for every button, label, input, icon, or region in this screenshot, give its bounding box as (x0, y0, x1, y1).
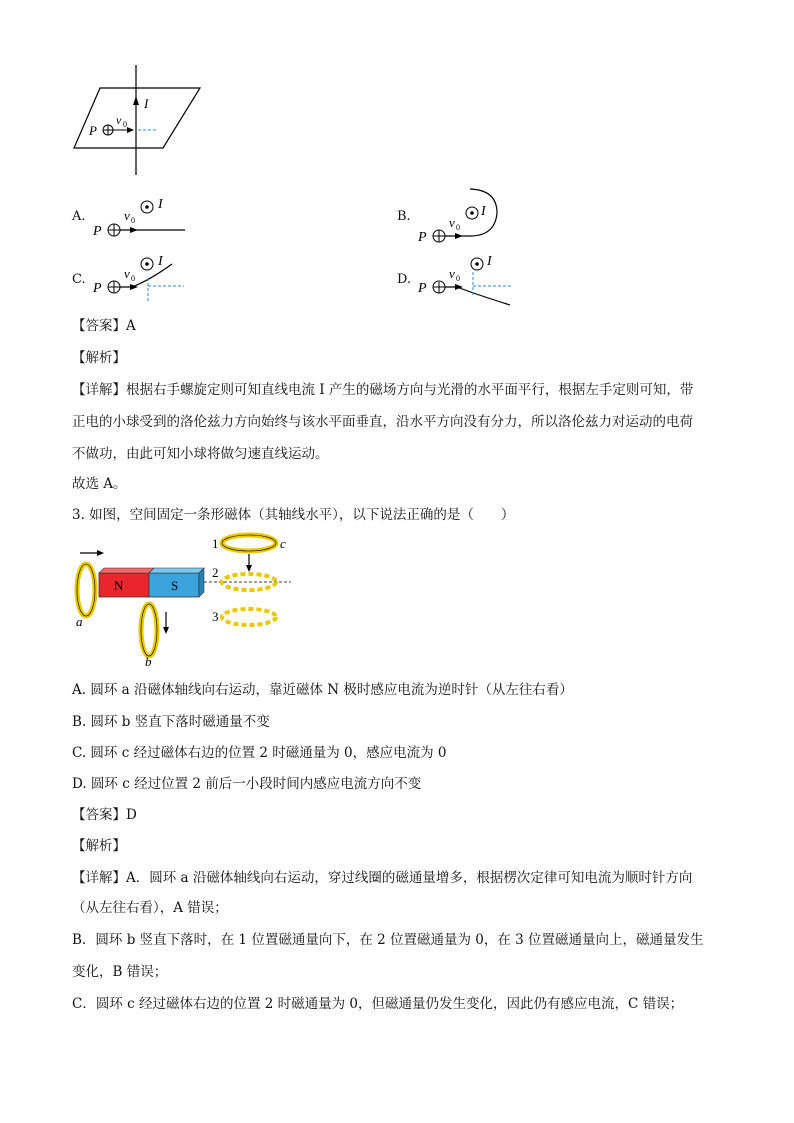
svg-text:P: P (418, 281, 427, 296)
q2-answer: 【答案】A (72, 318, 136, 334)
option-b-letter: B. (397, 209, 411, 224)
svg-text:v: v (449, 215, 455, 230)
svg-text:a: a (76, 614, 83, 629)
q3-option-d: D. 圆环 c 经过位置 2 前后一小段时间内感应电流方向不变 (72, 776, 422, 792)
svg-text:v: v (449, 266, 455, 281)
svg-text:P: P (93, 281, 102, 296)
svg-text:I: I (487, 254, 492, 269)
option-a-letter: A. (72, 209, 86, 224)
current-label: I (144, 96, 149, 111)
figure-plane-wire (60, 60, 220, 180)
option-b-figure (415, 185, 525, 245)
velocity-sub: 0 (123, 120, 127, 129)
svg-text:c: c (280, 536, 286, 551)
option-d-figure (415, 250, 525, 310)
q3-option-c: C. 圆环 c 经过磁体右边的位置 2 时磁通量为 0，感应电流为 0 (72, 745, 447, 761)
svg-text:v: v (124, 266, 130, 281)
svg-text:0: 0 (131, 274, 135, 283)
q2-detail-line-1: 【详解】根据右手螺旋定则可知直线电流 I 产生的磁场方向与光滑的水平面平行，根据左手定则可知，带 (72, 382, 694, 398)
q3-detail-line-2: （从左往右看），A 错误； (72, 900, 228, 916)
svg-text:S: S (171, 578, 179, 593)
charge-label: P (89, 123, 97, 138)
velocity-label: v (116, 113, 122, 127)
q2-detail-line-2: 正电的小球受到的洛伦兹力方向始终与该水平面垂直，沿水平方向没有分力，所以洛伦兹力对运动的电荷 (72, 414, 693, 430)
q2-choose: 故选 A。 (72, 476, 127, 492)
q3-detail-line-5: C．圆环 c 经过磁体右边的位置 2 时磁通量为 0，但磁通量仍发生变化，因此仍有感应电流，C 错误； (72, 996, 684, 1012)
q3-stem: 3. 如图，空间固定一条形磁体（其轴线水平），以下说法正确的是（ ） (72, 507, 515, 523)
svg-text:b: b (145, 654, 152, 669)
svg-text:0: 0 (131, 216, 135, 225)
q3-option-b: B. 圆环 b 竖直下落时磁通量不变 (72, 714, 270, 730)
q3-detail-line-4: 变化，B 错误； (72, 964, 168, 980)
q3-detail-line-3: B．圆环 b 竖直下落时，在 1 位置磁通量向下，在 2 位置磁通量为 0，在 3 位置磁通量向上，磁通量发生 (72, 932, 704, 948)
q3-detail-line-1: 【详解】A．圆环 a 沿磁体轴线向右运动，穿过线圈的磁通量增多，根据楞次定律可知电流为顺时针方向 (72, 870, 693, 886)
q3-answer: 【答案】D (72, 807, 137, 823)
option-c-figure (90, 250, 200, 310)
svg-text:0: 0 (456, 274, 460, 283)
svg-text:0: 0 (456, 223, 460, 232)
q2-detail-line-3: 不做功，由此可知小球将做匀速直线运动。 (72, 446, 329, 462)
svg-text:P: P (93, 224, 102, 239)
q2-analysis: 【解析】 (72, 350, 126, 366)
svg-text:P: P (418, 230, 427, 245)
svg-text:1: 1 (212, 536, 219, 551)
q3-analysis: 【解析】 (72, 838, 126, 854)
q3-option-a: A. 圆环 a 沿磁体轴线向右运动，靠近磁体 N 极时感应电流为逆时针（从左往右看） (72, 682, 573, 698)
figure-magnet-rings (66, 530, 306, 670)
svg-text:N: N (114, 578, 124, 593)
option-d-letter: D. (397, 272, 412, 287)
svg-text:I: I (158, 254, 163, 269)
svg-text:I: I (158, 197, 163, 212)
svg-text:3: 3 (212, 609, 219, 624)
svg-text:v: v (124, 208, 130, 223)
svg-text:I: I (481, 204, 486, 219)
svg-text:2: 2 (212, 565, 219, 580)
option-a-figure (90, 192, 200, 242)
option-c-letter: C. (72, 272, 86, 287)
